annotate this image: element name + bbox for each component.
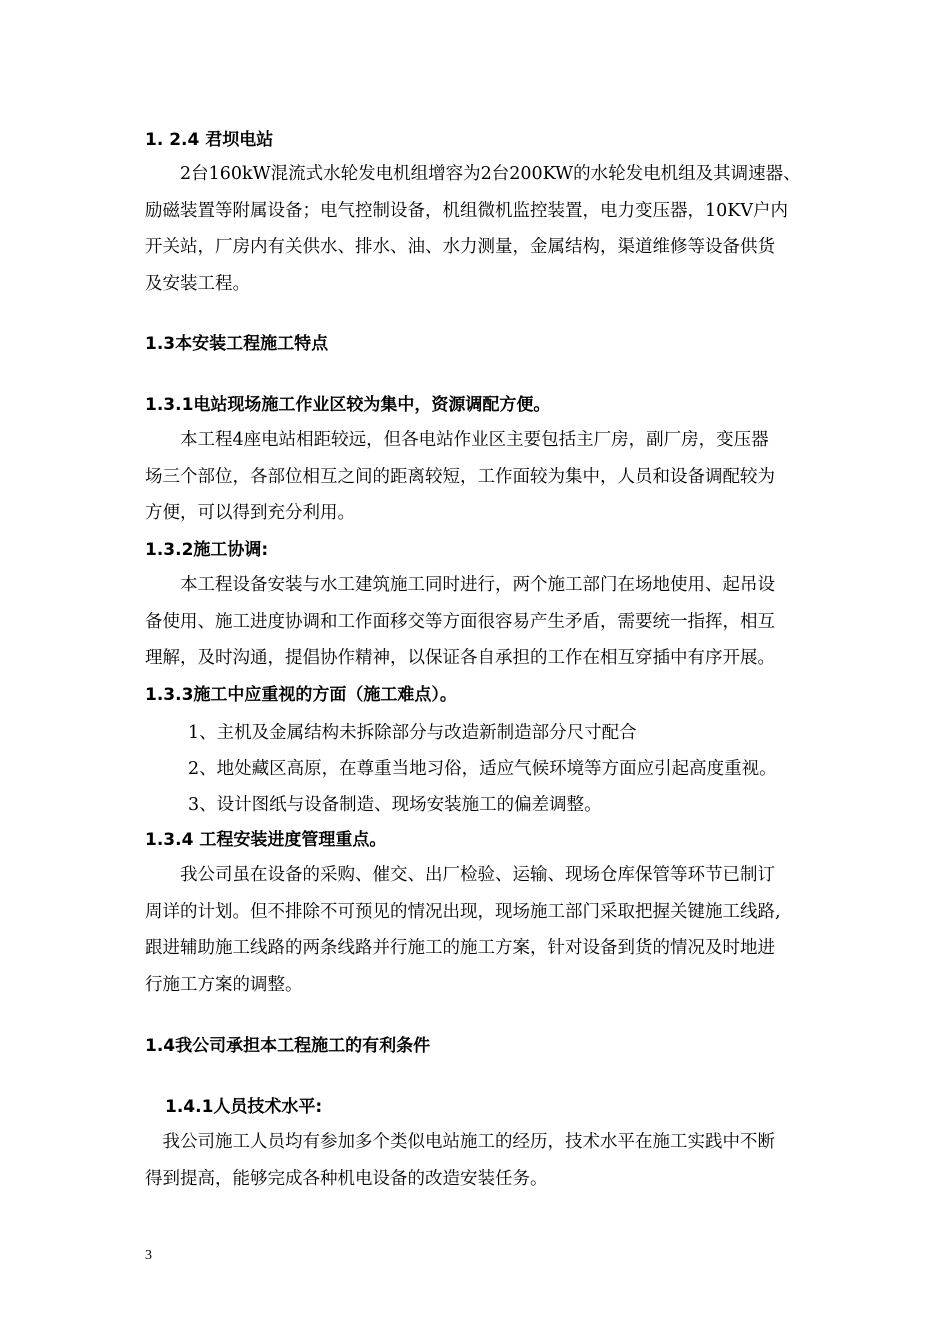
- heading-1-4-1: 1.4.1人员技术水平:: [165, 1097, 323, 1117]
- paragraph-line: 行施工方案的调整。: [145, 974, 303, 995]
- page-number: 3: [145, 1248, 152, 1263]
- heading-1-2-4: 1. 2.4 君坝电站: [145, 130, 274, 150]
- paragraph-line: 周详的计划。但不排除不可预见的情况出现，现场施工部门采取把握关键施工线路,: [145, 901, 781, 922]
- paragraph-line: 开关站，厂房内有关供水、排水、油、水力测量，金属结构，渠道维修等设备供货: [145, 237, 775, 257]
- paragraph-line: 跟进辅助施工线路的两条线路并行施工的施工方案，针对设备到货的情况及时地进: [145, 938, 775, 958]
- paragraph-line: 我公司虽在设备的采购、催交、出厂检验、运输、现场仓库保管等环节已制订: [145, 865, 775, 885]
- heading-1-3-1: 1.3.1电站现场施工作业区较为集中，资源调配方便。: [145, 395, 551, 415]
- paragraph-1-2-4: [145, 156, 845, 302]
- paragraph-line: 得到提高，能够完成各种机电设备的改造安装任务。: [145, 1168, 548, 1189]
- list-item: 2、地处藏区高原，在尊重当地习俗，适应气候环境等方面应引起高度重视。: [188, 759, 777, 779]
- heading-1-3-4: 1.3.4 工程安装进度管理重点。: [145, 830, 387, 850]
- paragraph-line: 及安装工程。: [145, 273, 250, 294]
- paragraph-line: 方便，可以得到充分利用。: [145, 503, 355, 523]
- paragraph-1-3-2: [145, 567, 845, 677]
- paragraph-line: 理解，及时沟通，提倡协作精神，以保证各自承担的工作在相互穿插中有序开展。: [145, 648, 775, 668]
- paragraph-1-3-1: [145, 422, 845, 532]
- paragraph-line: 励磁装置等附属设备；电气控制设备，机组微机监控装置，电力变压器，10KV户内: [145, 200, 788, 221]
- paragraph-1-3-4: [145, 857, 845, 1003]
- heading-1-3-3: 1.3.3施工中应重视的方面（施工难点）。: [145, 685, 457, 705]
- list-item: 3、设计图纸与设备制造、现场安装施工的偏差调整。: [188, 795, 602, 815]
- paragraph-line: 备使用、施工进度协调和工作面移交等方面很容易产生矛盾，需要统一指挥，相互: [145, 611, 775, 632]
- list-item: 1、主机及金属结构未拆除部分与改造新制造部分尺寸配合: [188, 723, 637, 743]
- paragraph-line: 场三个部位，各部位相互之间的距离较短，工作面较为集中，人员和设备调配较为: [145, 466, 775, 487]
- paragraph-line: 本工程设备安装与水工建筑施工同时进行，两个施工部门在场地使用、起吊设: [145, 575, 775, 595]
- heading-1-3-2: 1.3.2施工协调:: [145, 540, 269, 560]
- paragraph-line: 2台160kW混流式水轮发电机组增容为2台200KW的水轮发电机组及其调速器、: [145, 164, 801, 184]
- paragraph-1-4-1: [145, 1124, 845, 1197]
- heading-1-3: 1.3本安装工程施工特点: [145, 334, 329, 354]
- heading-1-4: 1.4我公司承担本工程施工的有利条件: [145, 1036, 431, 1056]
- paragraph-line: 本工程4座电站相距较远，但各电站作业区主要包括主厂房，副厂房，变压器: [145, 430, 769, 450]
- paragraph-line: 我公司施工人员均有参加多个类似电站施工的经历，技术水平在施工实践中不断: [145, 1132, 775, 1152]
